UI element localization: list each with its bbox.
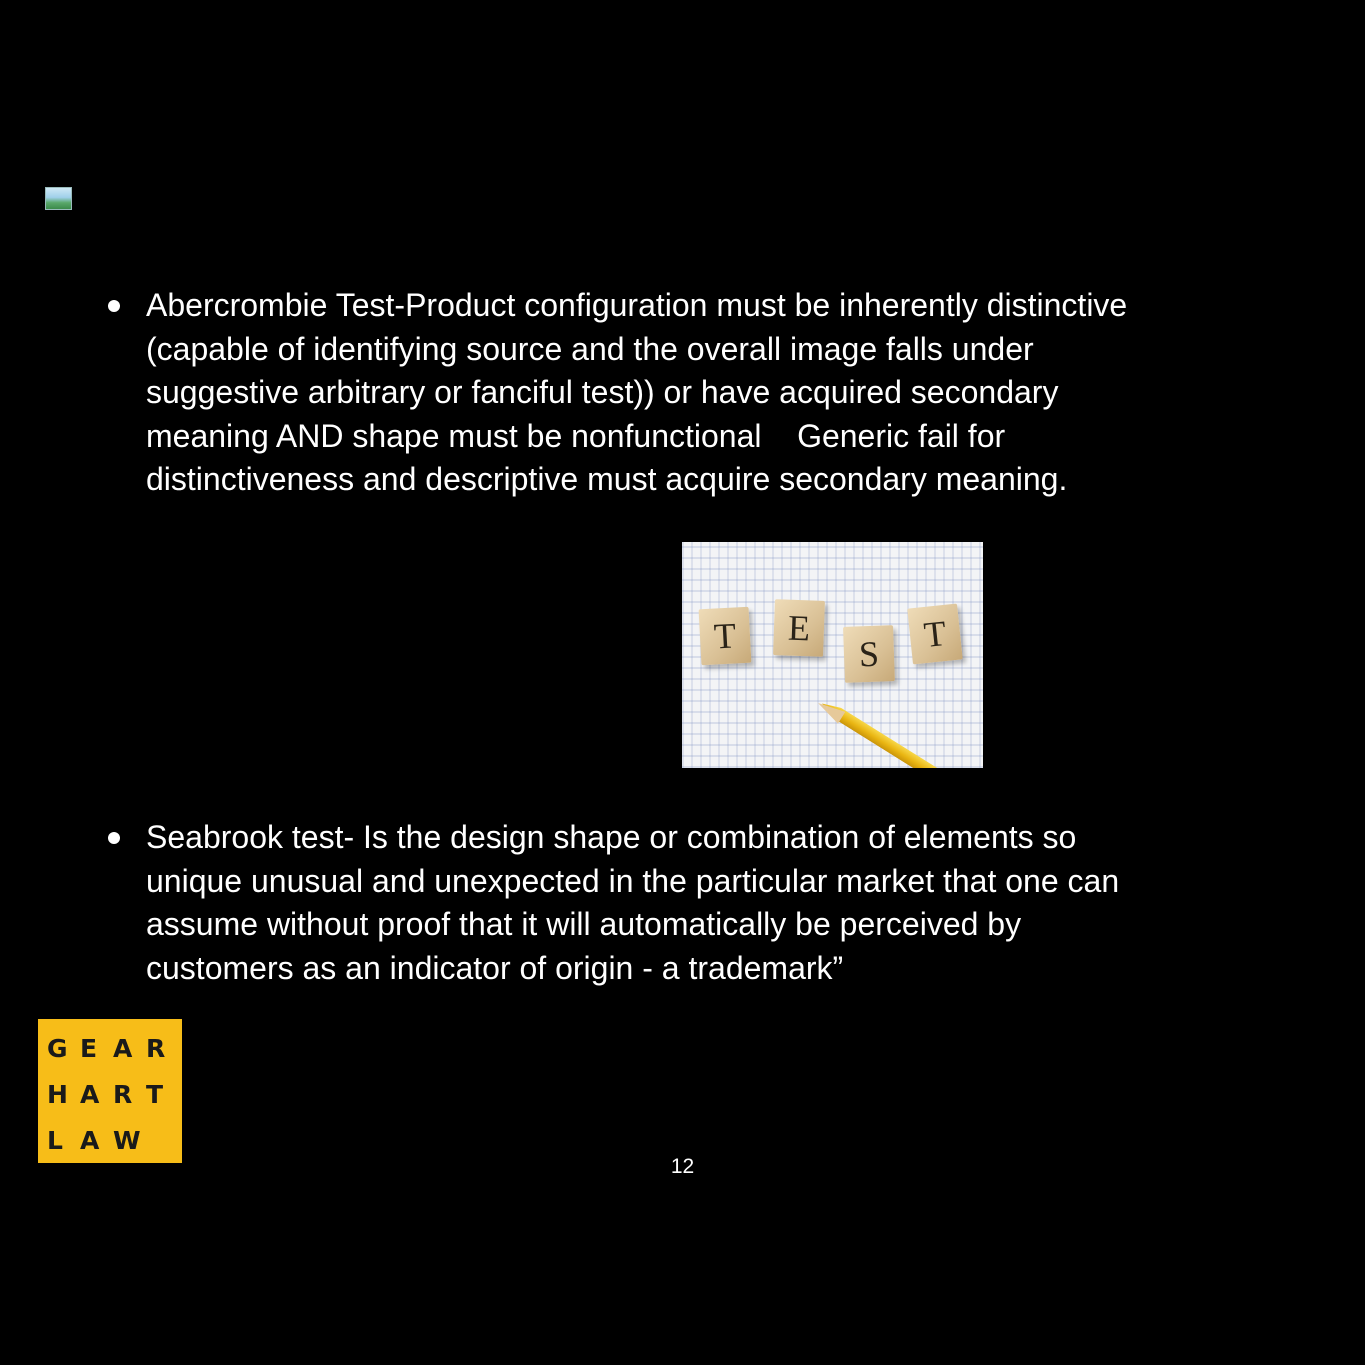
logo-letter: A <box>80 1079 100 1109</box>
logo-letter: A <box>113 1033 133 1063</box>
bullet-abercrombie-test <box>104 284 1274 502</box>
letter-block: E <box>773 599 825 657</box>
bullet-line: assume without proof that it will automatically be perceived by <box>146 906 1022 942</box>
logo-letter: G <box>47 1033 68 1063</box>
bullet-list-seabrook <box>104 816 1274 990</box>
logo-letter: T <box>146 1079 164 1109</box>
logo-row <box>47 1025 182 1071</box>
bullet-dot-icon <box>108 300 120 312</box>
letter-block: T <box>699 607 752 666</box>
bullet-line: Seabrook test- Is the design shape or combination of elements so <box>146 819 1077 855</box>
bullet-line: distinctiveness and descriptive must acquire secondary meaning. <box>146 461 1068 497</box>
bullet-line: Abercrombie Test-Product configuration must be inherently distinctive <box>146 287 1128 323</box>
bullet-dot-icon <box>108 832 120 844</box>
logo-letter: L <box>47 1125 63 1155</box>
logo-row <box>47 1071 182 1117</box>
pencil-icon <box>819 698 983 768</box>
bullet-line: meaning AND shape must be nonfunctional Generic fail for <box>146 417 1006 454</box>
logo-letter: H <box>47 1079 68 1109</box>
test-blocks-photo <box>682 542 983 768</box>
bullet-line: suggestive arbitrary or fanciful test)) or have acquired secondary <box>146 374 1059 410</box>
gearhart-law-logo <box>38 1019 182 1163</box>
broken-image-icon <box>45 187 72 210</box>
logo-letter: R <box>113 1079 133 1109</box>
bullet-line: unique unusual and unexpected in the particular market that one can <box>146 862 1120 899</box>
letter-block: S <box>843 625 895 683</box>
bullet-seabrook-test <box>104 816 1274 990</box>
page-number: 12 <box>670 1155 695 1178</box>
logo-letter: A <box>80 1125 100 1155</box>
logo-letter: R <box>146 1033 166 1063</box>
bullet-line: customers as an indicator of origin - a trademark” <box>146 949 844 986</box>
letter-block: T <box>907 604 963 665</box>
bullet-list-abercrombie <box>104 284 1274 502</box>
bullet-line: (capable of identifying source and the overall image falls under <box>146 330 1034 367</box>
logo-letter: E <box>80 1033 98 1063</box>
logo-letter: W <box>113 1125 141 1155</box>
